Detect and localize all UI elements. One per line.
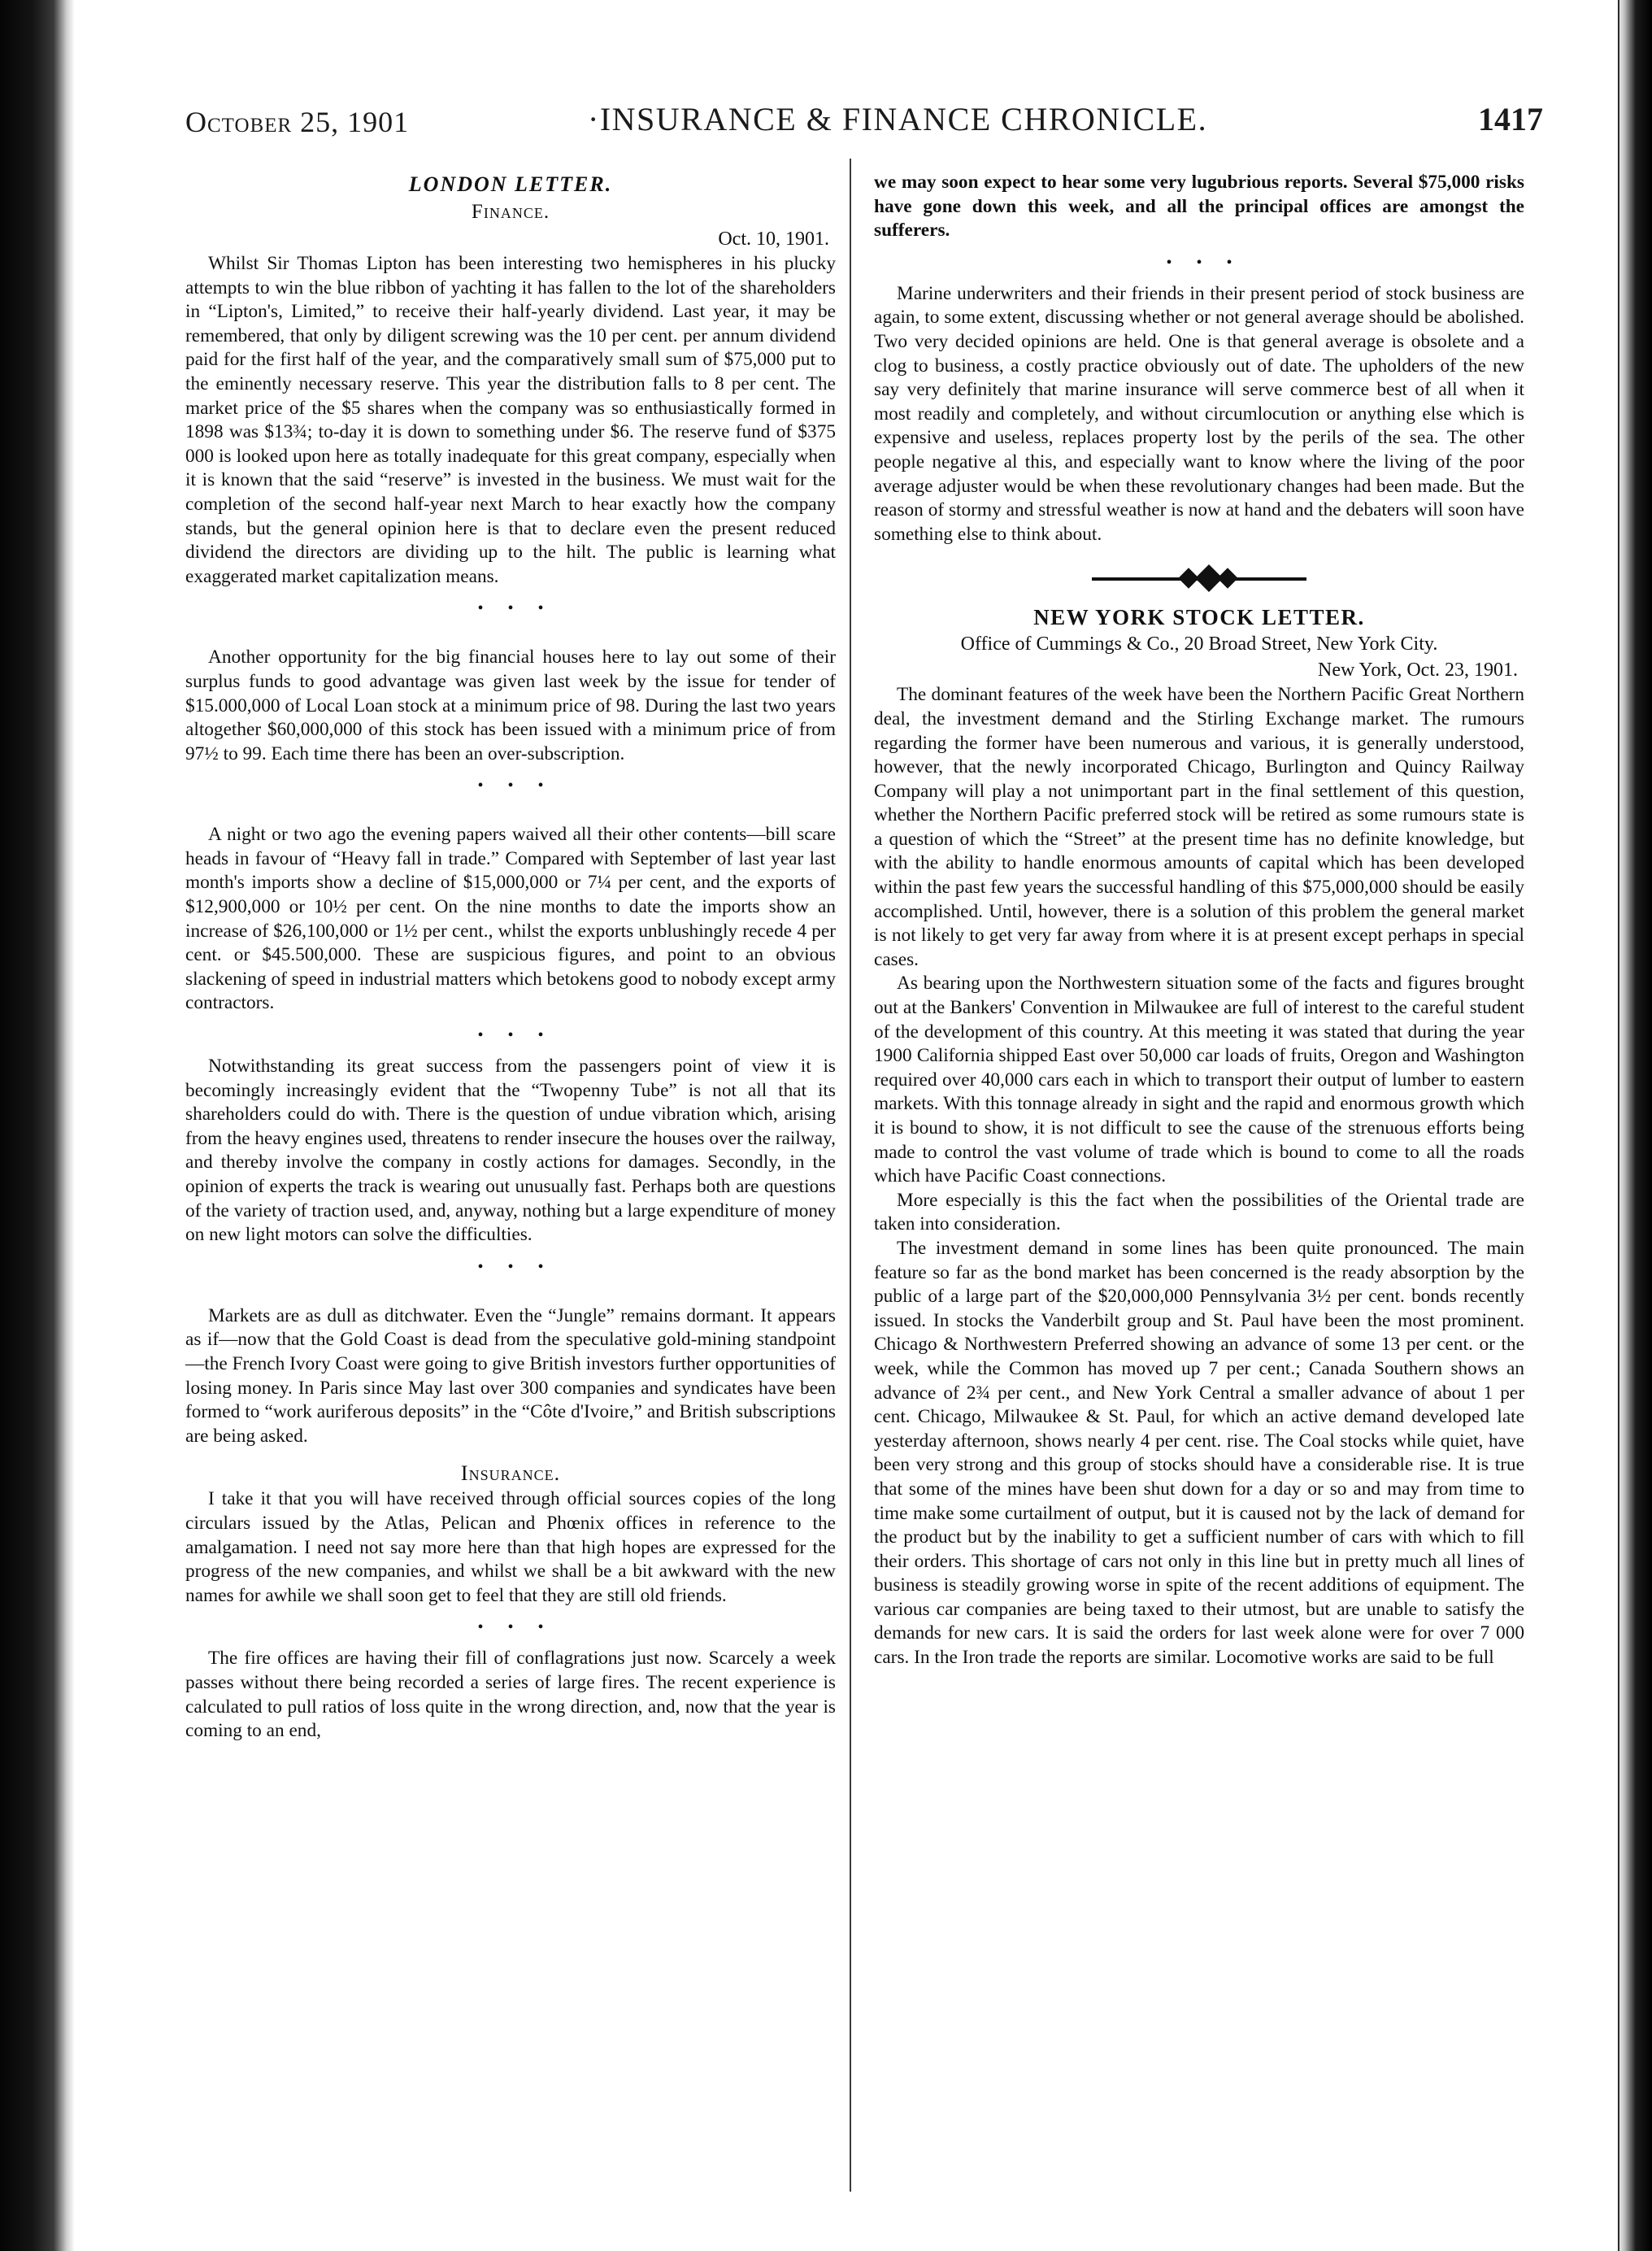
paragraph-oriental-trade: More especially is this the fact when the possibilities of the Oriental trade are taken into consideration.	[874, 1189, 1524, 1235]
page-number: 1417	[1478, 101, 1543, 137]
paragraph-northwestern: As bearing upon the Northwestern situation some of the facts and figures brought out at the Bankers' Convention in Milwaukee are full of interest to the careful student of the development of this country. At this meeting it was stated that during the year 1900 California shipped East over 50,000 car loads of fruits, Oregon and Washington required over 40,000 cars each in which to transport their output of lumber to eastern markets. With this tonnage already in sight and the rapid and enormous growth which it is bound to show, it is not difficult to see the cause of the strenuous efforts being made to control the vast volume of trade which is bound to come to all the roads which have Pacific Coast connections.	[874, 973, 1524, 1187]
journal-page	[163, 85, 1543, 2216]
section-separator: •••	[477, 1618, 568, 1637]
paragraph-amalgamation: I take it that you will have received through official sources copies of the long circulars issued by the Atlas, Pelican and Phœnix offices in reference to the amalgamation. I need not say more here than that high hopes are expressed for the progress of the new companies, and whilst we shall be a bit awkward with the new names for awhile we shall soon get to feel that they are still old friends.	[185, 1488, 836, 1606]
paragraph-lipton: Whilst Sir Thomas Lipton has been interesting two hemispheres in his plucky attempts to win the blue ribbon of yachting it has fallen to the lot of the shareholders in “Lipton's, Limited,” to receive their half-yearly dividend. Last year, it may be remembered, that only by diligent screwing was the 10 per cent. per annum dividend paid for the first half of the year, and the comparatively small sum of $75,000 put to the eminently necessary reserve. This year the distribution falls to 8 per cent. The market price of the $5 shares when the company was so enthusiastically formed in 1898 was $13¾; to-day it is down to something under $6. The reserve fund of $375 000 is looked upon here as totally inadequate for this great company, especially when it is known that the said “reserve” is invested in the business. We must wait for the completion of the second half-year next March to hear exactly how the company stands, but the general opinion here is that to declare even the present reduced dividend the directors are dividing up to the hilt. The public is learning what exaggerated market capitalization means.	[185, 253, 836, 587]
dateline-london: Oct. 10, 1901.	[718, 229, 829, 250]
journal-title: ·INSURANCE & FINANCE CHRONICLE.	[588, 101, 1208, 137]
section-separator: •••	[1166, 253, 1257, 272]
article-title-london-letter: LONDON LETTER.	[408, 172, 613, 196]
binding-shadow-left	[0, 0, 75, 2251]
office-address: Office of Cummings & Co., 20 Broad Street, New York City.	[960, 634, 1438, 655]
section-separator: •••	[477, 1026, 568, 1045]
article-title-new-york-stock-letter: NEW YORK STOCK LETTER.	[1033, 605, 1365, 630]
section-separator: •••	[477, 599, 568, 618]
running-head	[185, 100, 1543, 149]
issue-date: October 25, 1901	[185, 106, 410, 138]
dateline-new-york: New York, Oct. 23, 1901.	[1318, 660, 1518, 681]
paragraph-trade-figures: A night or two ago the evening papers waived all their other contents—bill scare heads in favour of “Heavy fall in trade.” Compared with September of last year last month's imports show a decline of $15,000,000 or 7¼ per cent, and the exports of $12,900,000 or 10½ per cent. On the nine months to date the imports show an increase of $26,100,000 or 1½ per cent., whilst the exports unblushingly recede 4 per cent. or $45.500,000. These are suspicious figures, and point to an obvious slackening of speed in industrial matters which betokens good to nobody except army contractors.	[185, 824, 836, 1014]
left-column	[185, 171, 836, 1744]
section-heading-finance: Finance.	[471, 201, 550, 223]
paragraph-investment-demand: The investment demand in some lines has been quite pronounced. The main feature so far as the bond market has been concerned is the ready absorption by the public of a large part of the $20,000,000 Pennsylvania 3½ per cent. bonds recently issued. In stocks the Vanderbilt group and St. Paul have been the most prominent. Chicago & Northwestern Preferred showing an advance of some 13 per cent. or the week, while the Common has moved up 7 per cent.; Canada Southern shows an advance of 2¾ per cent., and New York Central a smaller advance of about 1 per cent. Chicago, Milwaukee & St. Paul, for which an active demand developed late yesterday afternoon, shows nearly 4 per cent. rise. The Coal stocks while quiet, have been very strong and this group of stocks should have a considerable rise. It is true that some of the mines have been shut down for a day or so and may from time to time make some curtailment of output, but it is caused not by the lack of demand for the product but by the inability to get a sufficient number of cars with which to fill their orders. This shortage of cars not only in this line but in pretty much all lines of business is steadily growing worse in spite of the recent additions of equipment. The various car companies are being taxed to their utmost, but are unable to satisfy the demands for new cars. It is said the orders for last week alone were for over 7 000 cars. In the Iron trade the reports are similar. Locomotive works are said to be full	[874, 1237, 1524, 1669]
column-rule	[850, 159, 851, 2192]
paragraph-markets: Markets are as dull as ditchwater. Even the “Jungle” remains dormant. It appears as if—now that the Gold Coast is dead from the speculative gold-mining standpoint—the French Ivory Coast were going to give British investors further opportunities of losing money. In Paris since May last over 300 companies and syndicates have been formed to “work auriferous deposits” in the “Côte d'Ivoire,” and British subscriptions are being asked.	[185, 1304, 836, 1447]
binding-shadow-right	[1616, 0, 1652, 2251]
paragraph-twopenny-tube: Notwithstanding its great success from the passengers point of view it is becomingly increasingly evident that the “Twopenny Tube” is not all that its shareholders could do with. There is the question of undue vibration which, arising from the heavy engines used, threatens to render insecure the houses over the railway, and thereby involve the company in costly actions for damages. Secondly, in the opinion of experts the track is wearing out unusually fast. Perhaps both are questions of the variety of traction used, and, anyway, nothing but a large expenditure of money on new light motors can solve the difficulties.	[185, 1056, 836, 1246]
paragraph-dominant-features: The dominant features of the week have been the Northern Pacific Great Northern deal, the investment demand and the Stirling Exchange market. The rumours regarding the former have been numerous and various, it is generally understood, however, that the newly incorporated Chicago, Burlington and Quincy Railway Company will play a not unimportant part in the final settlement of this question, whether the Northern Pacific preferred stock will be retired as some rumours state is a question of which the “Street” at the present time has no definite knowledge, but with the ability to handle enormous amounts of capital which has been developed within the past few years the successful handling of this $75,000,000 should be easily accomplished. Until, however, there is a solution of this problem the general market is not likely to get very far away from where it is at present except perhaps in special cases.	[874, 684, 1524, 970]
paragraph-fire-offices: The fire offices are having their fill of conflagrations just now. Scarcely a week passes without there being recorded a series of large fires. The recent experience is calculated to pull ratios of loss quite in the wrong direction, and, now that the year is coming to an end,	[185, 1648, 836, 1742]
scan-edge-line	[1618, 0, 1619, 2251]
paragraph-local-loan: Another opportunity for the big financial houses here to lay out some of their surplus funds to good advantage was given last week by the issue for tender of $15.000,000 of Local Loan stock at a minimum price of 98. During the last two years altogether $60,000,000 of this stock has been issued with a minimum price of from 97½ to 99. Each time there has been an over-subscription.	[185, 647, 836, 764]
section-heading-insurance: Insurance.	[460, 1461, 561, 1486]
paragraph-continuation: we may soon expect to hear some very lugubrious reports. Several $75,000 risks have gone down this week, and all the principal offices are amongst the sufferers.	[874, 172, 1524, 242]
section-separator: •••	[477, 777, 568, 795]
paragraph-marine-underwriters: Marine underwriters and their friends in their present period of stock business are again, to some extent, discussing whether or not general average should be abolished. Two very decided opinions are held. One is that general average is obsolete and a clog to business, a costly practice obviously out of date. The upholders of the new say very definitely that marine insurance will serve commerce best of all when it most readily and completely, and without circumlocution or anything else which is expensive and useless, replaces property lost by the perils of the sea. The other people negative al this, and especially want to know where the living of the poor average adjuster would be when these revolutionary changes had been made. But the reason of stormy and stressful weather is now at hand and the debaters will soon have something else to think about.	[874, 282, 1524, 545]
right-column	[874, 171, 1524, 1670]
section-separator: •••	[477, 1257, 568, 1276]
ornamental-rule	[874, 559, 1524, 597]
